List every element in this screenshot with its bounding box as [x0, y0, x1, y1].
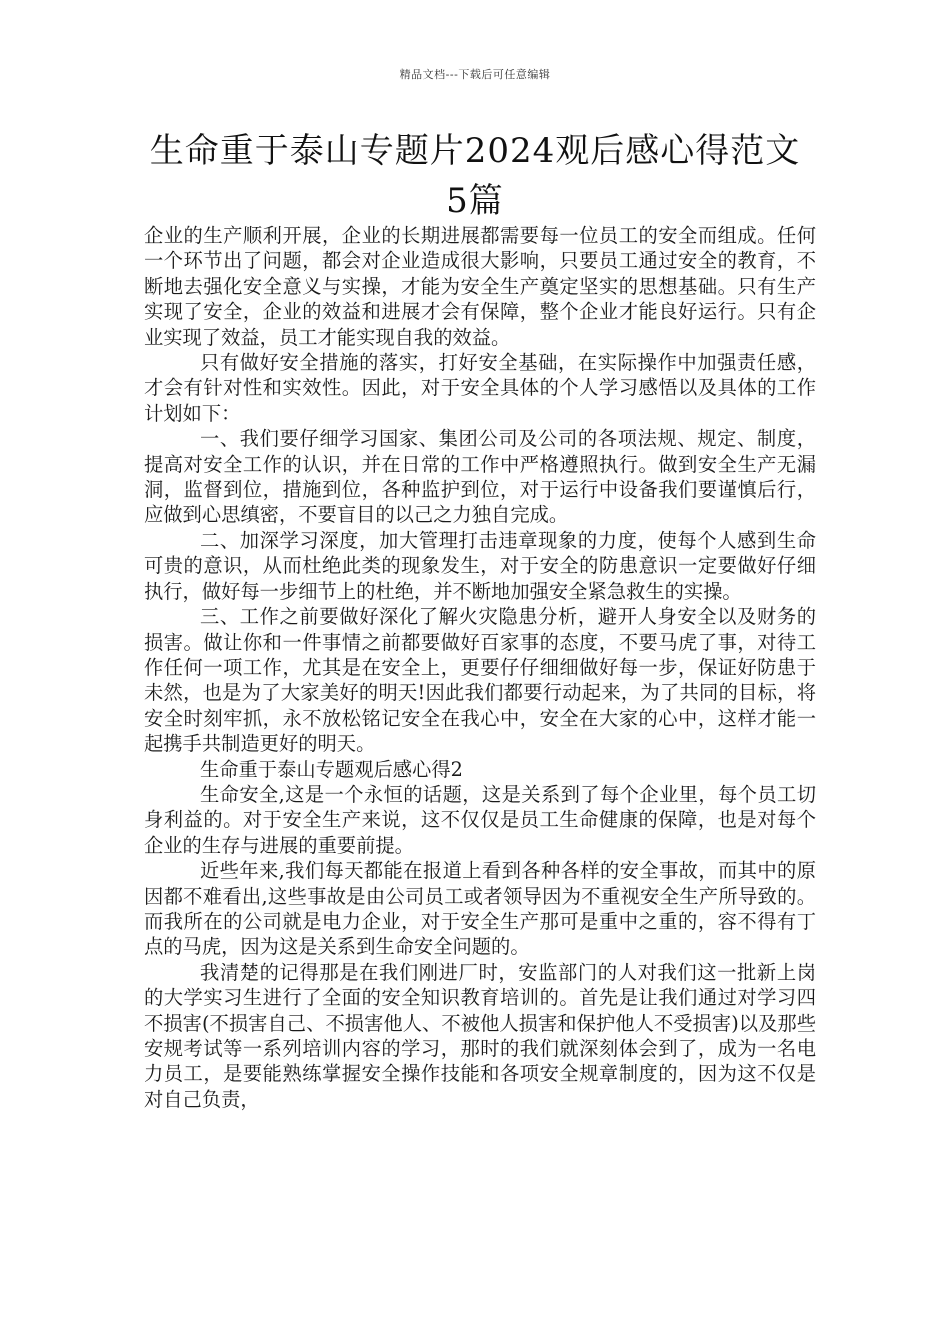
paragraph: 生命安全,这是一个永恒的话题，这是关系到了每个企业里，每个员工切身利益的。对于安全生产来说，这不仅仅是员工生命健康的保障，也是对每个企业的生存与进展的重要前提。: [144, 782, 816, 857]
paragraph: 二、加深学习深度，加大管理打击违章现象的力度，使每个人感到生命可贵的意识，从而杜绝此类的现象发生，对于安全的防患意识一定要做好仔细执行，做好每一步细节上的杜绝，并不断地加强安全紧急救生的实操。: [144, 528, 816, 603]
paragraph: 三、工作之前要做好深化了解火灾隐患分析，避开人身安全以及财务的损害。做让你和一件事情之前都要做好百家事的态度，不要马虎了事，对待工作任何一项工作，尤其是在安全上，更要仔仔细细做好每一步，保证好防患于未然，也是为了大家美好的明天!因此我们都要行动起来，为了共同的目标，将安全时刻牢抓，永不放松铭记安全在我心中，安全在大家的心中，这样才能一起携手共制造更好的明天。: [144, 605, 816, 756]
document-body: [144, 223, 816, 1112]
title-line-1: 生命重于泰山专题片2024观后感心得范文: [149, 131, 801, 171]
paragraph: 我清楚的记得那是在我们刚进厂时，安监部门的人对我们这一批新上岗的大学实习生进行了全面的安全知识教育培训的。首先是让我们通过对学习四不损害(不损害自己、不损害他人、不被他人损害和保护他人不受损害)以及那些安规考试等一系列培训内容的学习，那时的我们就深刻体会到了，成为一名电力员工，是要能熟练掌握安全操作技能和各项安全规章制度的，因为这不仅是对自己负责，: [144, 960, 816, 1111]
paragraph: 企业的生产顺利开展，企业的长期进展都需要每一位员工的安全而组成。任何一个环节出了问题，都会对企业造成很大影响，只要员工通过安全的教育，不断地去强化安全意义与实操，才能为安全生产奠定坚实的思想基础。只有生产实现了安全，企业的效益和进展才会有保障，整个企业才能良好运行。只有企业实现了效益，员工才能实现自我的效益。: [144, 224, 816, 349]
paragraph: 一、我们要仔细学习国家、集团公司及公司的各项法规、规定、制度，提高对安全工作的认识，并在日常的工作中严格遵照执行。做到安全生产无漏洞，监督到位，措施到位，各种监护到位，对于运行中设备我们要谨慎后行，应做到心思缜密，不要盲目的以己之力独自完成。: [144, 427, 816, 527]
header-note: 精品文档---下载后可任意编辑: [399, 68, 551, 81]
paragraph: 只有做好安全措施的落实，打好安全基础，在实际操作中加强责任感，才会有针对性和实效性。因此，对于安全具体的个人学习感悟以及具体的工作计划如下：: [144, 351, 816, 425]
document-title: [140, 126, 810, 226]
title-line-2: 5篇: [446, 181, 504, 221]
section-heading: 生命重于泰山专题观后感心得2: [199, 757, 463, 781]
paragraph: 近些年来,我们每天都能在报道上看到各种各样的安全事故，而其中的原因都不难看出,这些事故是由公司员工或者领导因为不重视安全生产所导致的。而我所在的公司就是电力企业，对于安全生产那可是重中之重的，容不得有丁点的马虎，因为这是关系到生命安全问题的。: [144, 859, 816, 959]
